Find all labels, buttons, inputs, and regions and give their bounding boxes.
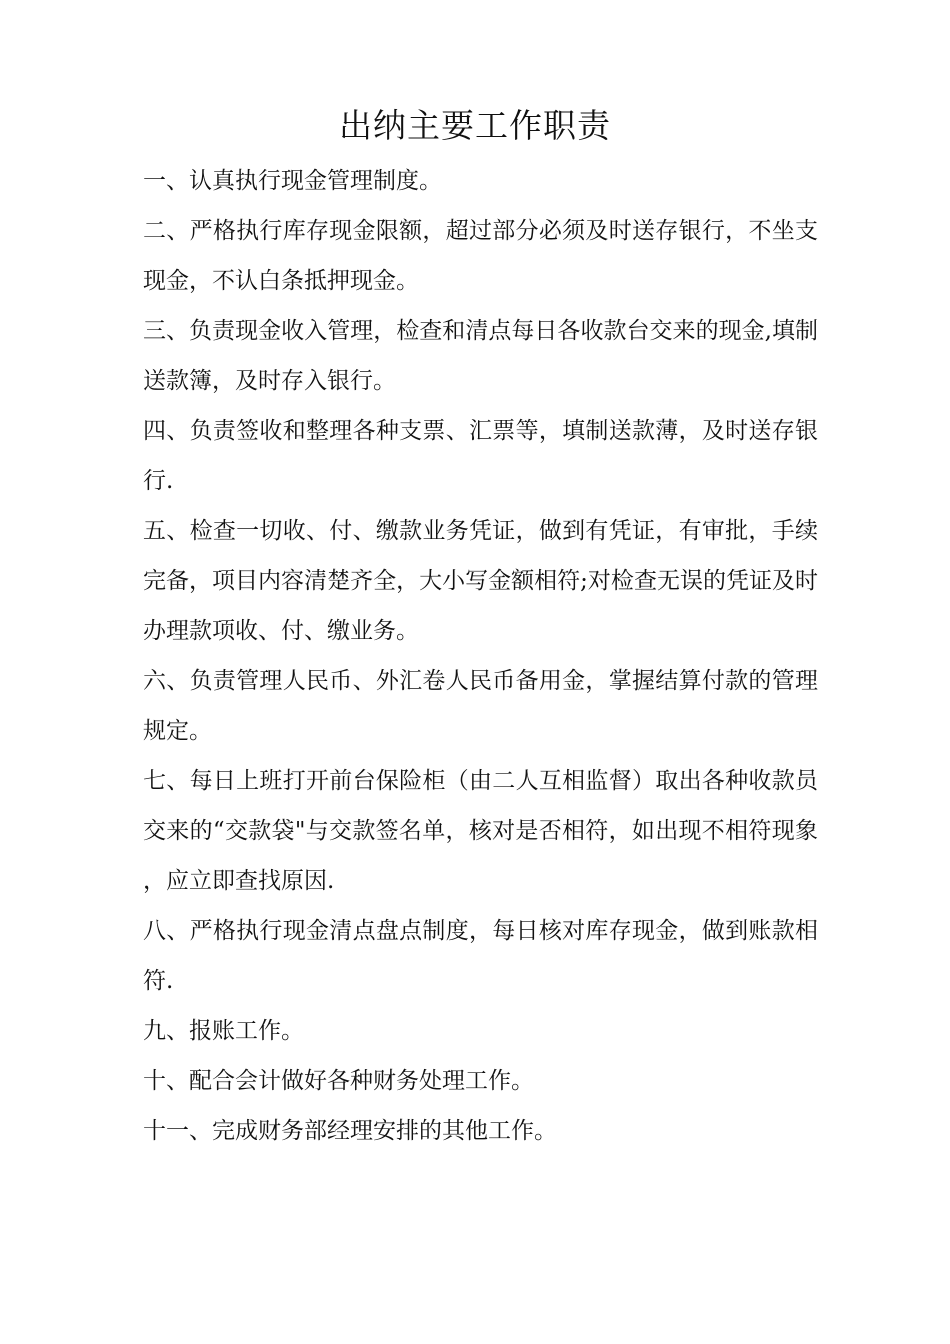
duty-item-2: 二、严格执行库存现金限额，超过部分必须及时送存银行，不坐支现金，不认白条抵押现金。 [143, 218, 818, 294]
duty-item-10: 十、配合会计做好各种财务处理工作。 [143, 1068, 534, 1094]
duty-item-4: 四、负责签收和整理各种支票、汇票等，填制送款薄，及时送存银行. [143, 418, 818, 494]
duty-item-3: 三、负责现金收入管理，检查和清点每日各收款台交来的现金,填制送款簿，及时存入银行。 [143, 318, 818, 394]
duty-item-6: 六、负责管理人民币、外汇卷人民币备用金，掌握结算付款的管理规定。 [143, 668, 818, 744]
document-title: 出纳主要工作职责 [339, 106, 611, 145]
duty-item-7: 七、每日上班打开前台保险柜（由二人互相监督）取出各种收款员交来的“交款袋"与交款签名单，核对是否相符，如出现不相符现象，应立即查找原因. [143, 768, 818, 894]
document-body [143, 156, 818, 1156]
duty-item-11: 十一、完成财务部经理安排的其他工作。 [143, 1118, 557, 1144]
duty-item-9: 九、报账工作。 [143, 1018, 304, 1044]
duty-item-8: 八、严格执行现金清点盘点制度，每日核对库存现金，做到账款相符. [143, 918, 818, 994]
duty-item-1: 一、认真执行现金管理制度。 [143, 168, 442, 194]
duty-item-5: 五、检查一切收、付、缴款业务凭证，做到有凭证，有审批，手续完备，项目内容清楚齐全，大小写金额相符;对检查无误的凭证及时办理款项收、付、缴业务。 [143, 518, 818, 644]
